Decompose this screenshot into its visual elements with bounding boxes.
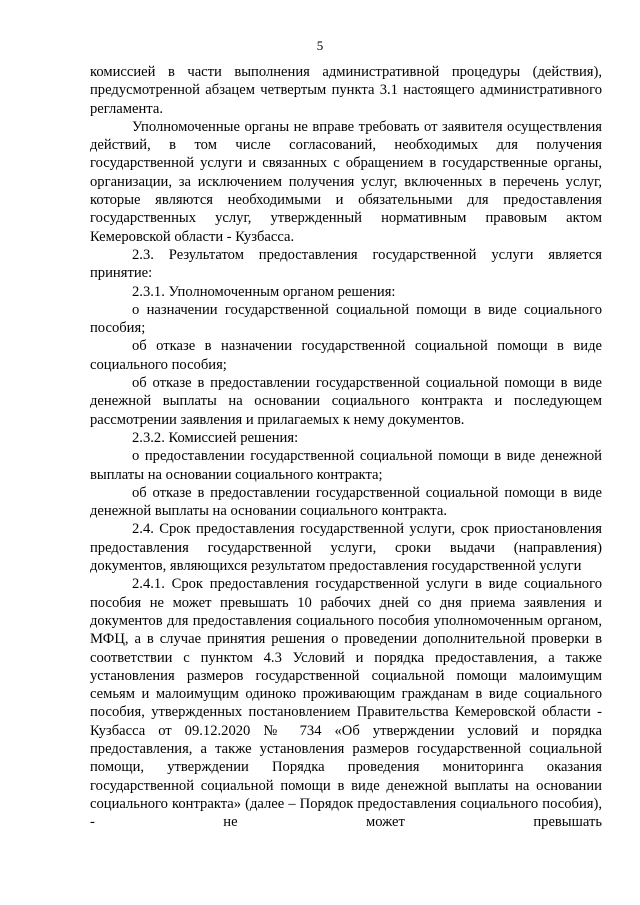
- paragraph-2-3-result: 2.3. Результатом предоставления государственной услуги является принятие:: [90, 246, 602, 282]
- paragraph-2-3-2-commission-decision: 2.3.2. Комиссией решения:: [132, 429, 299, 446]
- page-number: 5: [316, 38, 324, 53]
- paragraph-decision-grant-benefit: о назначении государственной социальной помощи в виде социального пособия;: [90, 301, 602, 337]
- paragraph-authorities-restriction: Уполномоченные органы не вправе требовать от заявителя осуществления действий, в том числе согласований, необходимых для получения государственной услуги и связанных с обращением в государственные органы, организации, за исключением получения услуг, включенных в перечень услуг, которые являются необходимыми и обязательными для предоставления государственных услуг, утвержденный нормативным правовым актом Кемеровской области - Кузбасса.: [90, 118, 602, 245]
- paragraph-2-4-1-benefit-term: 2.4.1. Срок предоставления государственной услуги в виде социального пособия не может превышать 10 рабочих дней со дня приема заявления и документов для предоставления социального пособия уполномоченным органом, МФЦ, а в случае принятия решения о проведении дополнительной проверки в соответствии с пунктом 4.3 Условий и порядка предоставления, а также установления размеров государственной социальной помощи малоимущим семьям и малоимущим одиноко проживающим гражданам в виде социального пособия, утвержденных постановлением Правительства Кемеровской области - Кузбасса от 09.12.2020 № 734 «Об утверждении условий и порядка предоставления, а также установления размеров государственной социальной помощи, утверждении Порядка проведения мониторинга оказания государственной социальной помощи в виде денежной выплаты на основании социального контракта» (далее – Порядок предоставления социального пособия), - не может превышать: [90, 576, 602, 831]
- paragraph-decision-refuse-benefit: об отказе в назначении государственной социальной помощи в виде социального пособия;: [90, 338, 602, 373]
- paragraph-decision-grant-contract-payment: о предоставлении государственной социальной помощи в виде денежной выплаты на основании социального контракта;: [90, 448, 602, 483]
- document-body: [90, 63, 602, 831]
- paragraph-decision-refuse-contract-assistance: об отказе в предоставлении государственной социальной помощи в виде денежной выплаты на основании социального контракта.: [90, 484, 602, 520]
- paragraph-decision-refuse-contract-payment: об отказе в предоставлении государственной социальной помощи в виде денежной выплаты на основании социального контракта и последующем рассмотрении заявления и прилагаемых к нему документов.: [90, 375, 602, 428]
- paragraph-2-3-1-authority-decision: 2.3.1. Уполномоченным органом решения:: [132, 283, 396, 300]
- paragraph-2-4-terms-heading: 2.4. Срок предоставления государственной услуги, срок приостановления предоставления государственной услуги, сроки выдачи (направления) документов, являющихся результатом предоставления государственной услуги: [90, 521, 602, 575]
- paragraph-commission-procedure: комиссией в части выполнения административной процедуры (действия), предусмотренной абзацем четвертым пункта 3.1 настоящего административного регламента.: [90, 64, 602, 117]
